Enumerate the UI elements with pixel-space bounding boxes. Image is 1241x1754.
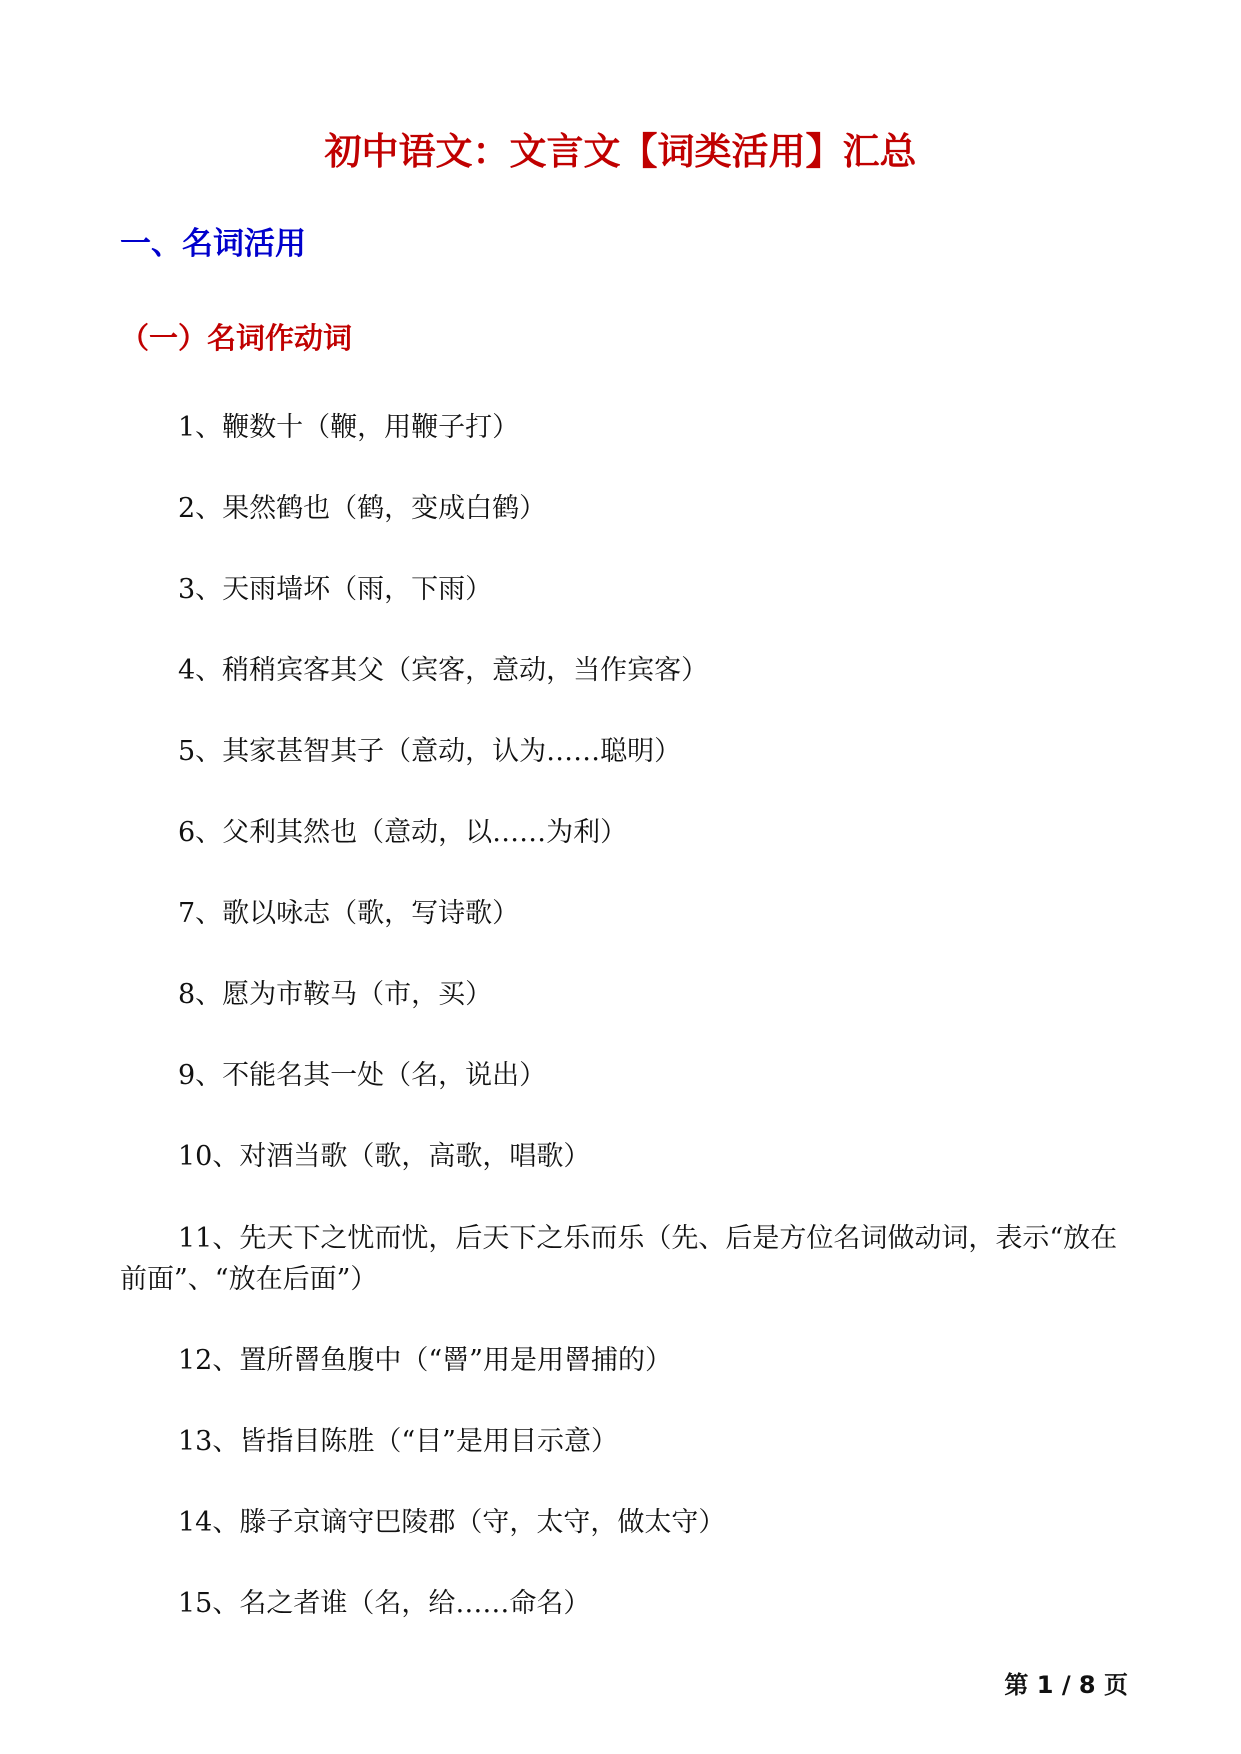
list-item: 12、置所罾鱼腹中（“罾”用是用罾捕的） [178,1345,672,1376]
list-item: 15、名之者谁（名，给……命名） [178,1588,591,1619]
list-item: 6、父利其然也（意动，以……为利） [178,817,628,848]
list-item: 8、愿为市鞍马（市，买） [178,979,493,1010]
section-heading: 一、名词活用 [120,226,306,262]
list-item: 3、天雨墙坏（雨，下雨） [178,574,493,605]
entry-list [120,408,1130,1665]
list-item: 7、歌以咏志（歌，写诗歌） [178,898,520,929]
list-item: 5、其家甚智其子（意动，认为……聪明） [178,736,682,767]
subsection-heading: （一）名词作动词 [120,321,353,355]
list-item: 13、皆指目陈胜（“目”是用目示意） [178,1426,618,1457]
list-item: 11、先天下之忧而忧，后天下之乐而乐（先、后是方位名词做动词，表示“放在前面”、“放在后面”） [120,1223,1118,1295]
page-number: 第 1 / 8 页 [1004,1671,1128,1699]
list-item: 1、鞭数十（鞭，用鞭子打） [178,412,520,443]
list-item: 2、果然鹤也（鹤，变成白鹤） [178,493,547,524]
list-item: 14、滕子京谪守巴陵郡（守，太守，做太守） [178,1507,726,1538]
list-item: 9、不能名其一处（名，说出） [178,1060,547,1091]
document-title: 初中语文：文言文【词类活用】汇总 [324,130,917,173]
list-item: 10、对酒当歌（歌，高歌，唱歌） [178,1141,591,1172]
list-item: 4、稍稍宾客其父（宾客，意动，当作宾客） [178,655,709,686]
